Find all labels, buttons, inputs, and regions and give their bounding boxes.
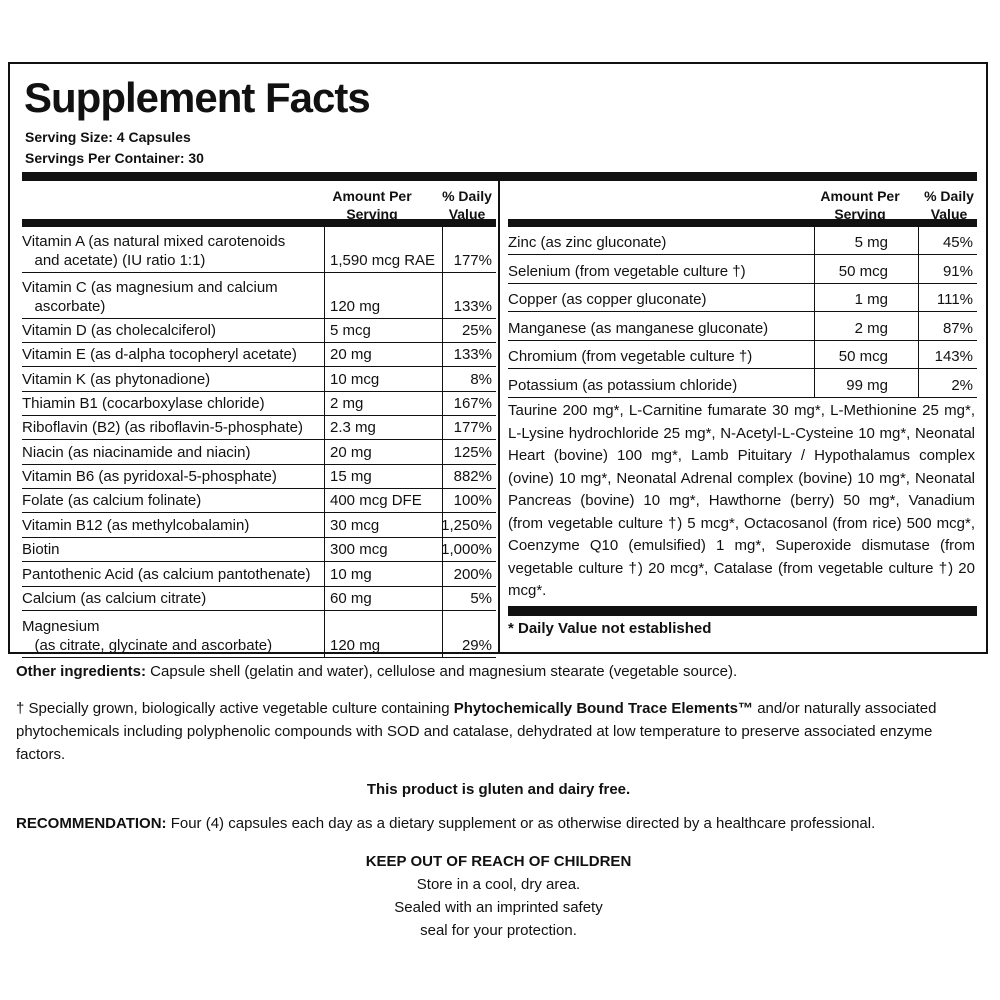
other-ingredients-text: Capsule shell (gelatin and water), cellulose and magnesium stearate (vegetable source). <box>146 663 738 680</box>
nutrient-daily-value: 177% <box>453 419 492 436</box>
row-column-rule <box>324 227 325 272</box>
nutrient-name-line: Vitamin C (as magnesium and calcium <box>22 279 278 296</box>
left-nutrient-table <box>22 181 496 658</box>
nutrient-row <box>22 319 496 343</box>
row-column-rule <box>442 392 443 415</box>
nutrient-daily-value: 29% <box>461 637 492 654</box>
row-column-rule <box>814 369 815 397</box>
nutrient-row <box>22 227 496 273</box>
nutrient-daily-value: 133% <box>453 298 492 315</box>
nutrient-name-line: Copper (as copper gluconate) <box>508 291 707 308</box>
nutrient-name-line: Vitamin B12 (as methylcobalamin) <box>22 517 250 534</box>
nutrient-row <box>22 611 496 658</box>
nutrient-name <box>508 376 737 395</box>
row-column-rule <box>918 341 919 368</box>
nutrient-amount: 300 mcg <box>330 541 388 558</box>
nutrient-name <box>508 233 666 252</box>
nutrient-name-line: Niacin (as niacinamide and niacin) <box>22 444 251 461</box>
row-column-rule <box>324 513 325 537</box>
nutrient-name <box>508 347 752 366</box>
row-column-rule <box>814 255 815 283</box>
nutrient-name <box>22 491 201 510</box>
row-column-rule <box>324 319 325 342</box>
serving-size: Serving Size: 4 Capsules <box>25 129 191 145</box>
row-column-rule <box>918 255 919 283</box>
nutrient-amount: 50 mcg <box>838 263 888 280</box>
header-rule <box>22 172 977 181</box>
row-column-rule <box>324 343 325 366</box>
nutrient-name <box>22 565 311 584</box>
row-column-rule <box>442 465 443 488</box>
nutrient-daily-value: 25% <box>461 322 492 339</box>
nutrient-name <box>22 321 216 340</box>
nutrient-name <box>508 319 768 338</box>
row-column-rule <box>442 489 443 512</box>
recommendation <box>16 812 981 835</box>
proprietary-ingredients-text: Taurine 200 mg*, L-Carnitine fumarate 30 mg*, L-Methionine 25 mg*, L-Lysine hydrochloride 25 mg*, N-Acetyl-L-Cysteine 10 mg*, Neonatal Heart (bovine) 100 mg*, Lamb Pituitary / Hypothalamus complex (ovine) 10 mg*, Neonatal Adrenal complex (bovine) 10 mg*, Neonatal Pancreas (bovine) 10 mg*, Hawthorne (berry) 50 mg*, Vanadium (from vegetable culture †) 5 mcg*, Octacosanol (from rice) 500 mcg*, Coenzyme Q10 (emulsified) 1 mg*, Superoxide dismutase (from vegetable culture †) 20 mcg*, Catalase (from vegetable culture †) 20 mcg*. <box>508 402 975 599</box>
nutrient-row <box>508 284 977 312</box>
row-column-rule <box>324 611 325 657</box>
storage-line-2: Sealed with an imprinted safety <box>394 899 603 916</box>
row-column-rule <box>324 392 325 415</box>
nutrient-name <box>22 278 278 316</box>
right-nutrient-table <box>508 181 977 639</box>
nutrient-amount: 10 mcg <box>330 371 380 388</box>
dagger-note-start: † Specially grown, biologically active vegetable culture containing <box>16 700 454 717</box>
nutrient-row <box>22 538 496 562</box>
nutrient-name <box>22 516 249 535</box>
nutrient-row <box>22 440 496 465</box>
storage-line-1: Store in a cool, dry area. <box>416 876 581 893</box>
nutrient-row <box>22 489 496 513</box>
nutrient-name-line: Riboflavin (B2) (as riboflavin-5-phosphate) <box>22 419 303 436</box>
row-column-rule <box>324 489 325 512</box>
nutrient-name <box>22 370 210 389</box>
nutrient-row <box>22 367 496 392</box>
row-column-rule <box>814 227 815 254</box>
nutrient-amount: 2 mg <box>854 320 888 337</box>
row-column-rule <box>324 416 325 439</box>
row-column-rule <box>814 341 815 368</box>
nutrient-name-line: Chromium (from vegetable culture †) <box>508 348 753 365</box>
nutrient-daily-value: 1,000% <box>441 541 492 558</box>
nutrient-amount: 10 mg <box>330 566 372 583</box>
nutrient-name <box>22 418 303 437</box>
left-table-header <box>22 181 496 227</box>
dv-note-rule <box>508 606 977 616</box>
nutrient-row <box>508 312 977 341</box>
nutrient-name-line: Magnesium <box>22 618 100 635</box>
nutrient-daily-value: 882% <box>453 468 492 485</box>
nutrient-daily-value: 143% <box>934 348 973 365</box>
nutrient-name-line: Folate (as calcium folinate) <box>22 492 202 509</box>
nutrient-amount: 15 mg <box>330 468 372 485</box>
nutrient-name-line: Thiamin B1 (cocarboxylase chloride) <box>22 395 265 412</box>
nutrient-daily-value: 177% <box>453 252 492 269</box>
nutrient-daily-value: 100% <box>453 492 492 509</box>
nutrient-daily-value: 200% <box>453 566 492 583</box>
nutrient-amount: 99 mg <box>846 377 888 394</box>
row-column-rule <box>442 367 443 391</box>
nutrient-amount: 120 mg <box>330 298 381 315</box>
row-column-rule <box>918 227 919 254</box>
row-column-rule <box>324 440 325 464</box>
nutrient-amount: 1 mg <box>854 291 888 308</box>
nutrient-row <box>22 343 496 367</box>
nutrient-row <box>508 341 977 369</box>
nutrient-row <box>22 392 496 416</box>
column-divider <box>498 181 500 654</box>
nutrient-name <box>22 345 297 364</box>
nutrient-name-line: Vitamin E (as d-alpha tocopheryl acetate) <box>22 346 297 363</box>
gluten-dairy-free-statement: This product is gluten and dairy free. <box>366 781 631 798</box>
nutrient-daily-value: 1,250% <box>441 517 492 534</box>
nutrient-name <box>22 617 272 655</box>
storage-line-3: seal for your protection. <box>420 922 577 939</box>
nutrient-row <box>508 369 977 398</box>
left-dv-header: % Daily Value <box>442 188 492 222</box>
right-amount-header: Amount Per Serving <box>820 188 900 222</box>
nutrient-name-line: and acetate) (IU ratio 1:1) <box>22 252 206 269</box>
row-column-rule <box>442 227 443 272</box>
nutrient-name-line: Biotin <box>22 541 60 558</box>
nutrient-name-line: Vitamin D (as cholecalciferol) <box>22 322 216 339</box>
nutrient-row <box>508 227 977 255</box>
nutrient-name-line: (as citrate, glycinate and ascorbate) <box>22 637 273 654</box>
row-column-rule <box>814 312 815 340</box>
panel-title: Supplement Facts <box>24 74 370 121</box>
nutrient-amount: 50 mcg <box>838 348 888 365</box>
row-column-rule <box>442 587 443 610</box>
nutrient-daily-value: 2% <box>951 377 973 394</box>
nutrient-name-line: ascorbate) <box>22 298 106 315</box>
nutrient-daily-value: 91% <box>942 263 973 280</box>
nutrient-amount: 5 mcg <box>330 322 371 339</box>
nutrient-daily-value: 87% <box>942 320 973 337</box>
row-column-rule <box>442 440 443 464</box>
nutrient-name <box>508 262 746 281</box>
nutrient-amount: 60 mg <box>330 590 372 607</box>
nutrient-daily-value: 133% <box>453 346 492 363</box>
nutrient-name <box>22 540 60 559</box>
row-column-rule <box>918 284 919 311</box>
nutrient-name-line: Pantothenic Acid (as calcium pantothenate) <box>22 566 311 583</box>
nutrient-amount: 30 mcg <box>330 517 380 534</box>
row-column-rule <box>442 611 443 657</box>
nutrient-amount: 5 mg <box>854 234 888 251</box>
nutrient-name-line: Vitamin A (as natural mixed carotenoids <box>22 233 286 250</box>
nutrient-daily-value: 8% <box>470 371 492 388</box>
nutrient-daily-value: 45% <box>942 234 973 251</box>
row-column-rule <box>324 367 325 391</box>
nutrient-amount: 2.3 mg <box>330 419 376 436</box>
nutrient-amount: 20 mg <box>330 346 372 363</box>
keep-out-warning: KEEP OUT OF REACH OF CHILDREN <box>365 853 632 870</box>
dagger-note-trademark: Phytochemically Bound Trace Elements™ <box>453 700 754 717</box>
row-column-rule <box>324 273 325 318</box>
nutrient-row <box>22 416 496 440</box>
row-column-rule <box>324 587 325 610</box>
nutrient-amount: 2 mg <box>330 395 364 412</box>
nutrient-name <box>22 589 206 608</box>
row-column-rule <box>442 273 443 318</box>
row-column-rule <box>442 343 443 366</box>
nutrient-row <box>22 587 496 611</box>
nutrient-row <box>22 273 496 319</box>
nutrient-amount: 20 mg <box>330 444 372 461</box>
left-amount-header: Amount Per Serving <box>332 188 412 222</box>
nutrient-name-line: Vitamin B6 (as pyridoxal-5-phosphate) <box>22 468 277 485</box>
nutrient-daily-value: 125% <box>453 444 492 461</box>
nutrient-name-line: Calcium (as calcium citrate) <box>22 590 207 607</box>
nutrient-name-line: Potassium (as potassium chloride) <box>508 377 738 394</box>
row-column-rule <box>442 562 443 586</box>
nutrient-name <box>22 394 265 413</box>
row-column-rule <box>918 369 919 397</box>
row-column-rule <box>442 319 443 342</box>
other-ingredients-label: Other ingredients: <box>16 663 147 680</box>
nutrient-daily-value: 5% <box>470 590 492 607</box>
right-dv-header: % Daily Value <box>924 188 974 222</box>
row-column-rule <box>324 538 325 561</box>
nutrient-row <box>508 255 977 284</box>
nutrient-name <box>508 290 706 309</box>
recommendation-label: RECOMMENDATION: <box>16 815 167 832</box>
nutrient-daily-value: 167% <box>453 395 492 412</box>
right-table-header <box>508 181 977 227</box>
row-column-rule <box>918 312 919 340</box>
supplement-facts-panel <box>8 62 988 654</box>
nutrient-row <box>22 513 496 538</box>
nutrient-daily-value: 111% <box>936 291 973 308</box>
row-column-rule <box>814 284 815 311</box>
nutrient-name-line: Manganese (as manganese gluconate) <box>508 320 769 337</box>
nutrient-amount: 400 mcg DFE <box>330 492 422 509</box>
nutrient-amount: 120 mg <box>330 637 381 654</box>
nutrient-name <box>22 467 277 486</box>
nutrient-name <box>22 232 285 270</box>
nutrient-name-line: Vitamin K (as phytonadione) <box>22 371 211 388</box>
nutrient-row <box>22 562 496 587</box>
dagger-footnote <box>16 697 981 766</box>
dagger-note-end: and/or naturally associated phytochemicals including polyphenolic compounds with SOD and catalase, dehydrated at low temperature to preserve associated enzyme factors. <box>16 700 937 763</box>
row-column-rule <box>324 562 325 586</box>
nutrient-name-line: Selenium (from vegetable culture †) <box>508 263 746 280</box>
row-column-rule <box>324 465 325 488</box>
row-column-rule <box>442 416 443 439</box>
recommendation-text: Four (4) capsules each day as a dietary supplement or as otherwise directed by a healthcare professional. <box>166 815 876 832</box>
nutrient-name-line: Zinc (as zinc gluconate) <box>508 234 667 251</box>
nutrient-row <box>22 465 496 489</box>
nutrient-name <box>22 443 250 462</box>
servings-per-container: Servings Per Container: 30 <box>25 150 204 166</box>
other-ingredients <box>16 660 981 683</box>
nutrient-amount: 1,590 mcg RAE <box>330 252 436 269</box>
dv-not-established-note: * Daily Value not established <box>508 620 712 637</box>
